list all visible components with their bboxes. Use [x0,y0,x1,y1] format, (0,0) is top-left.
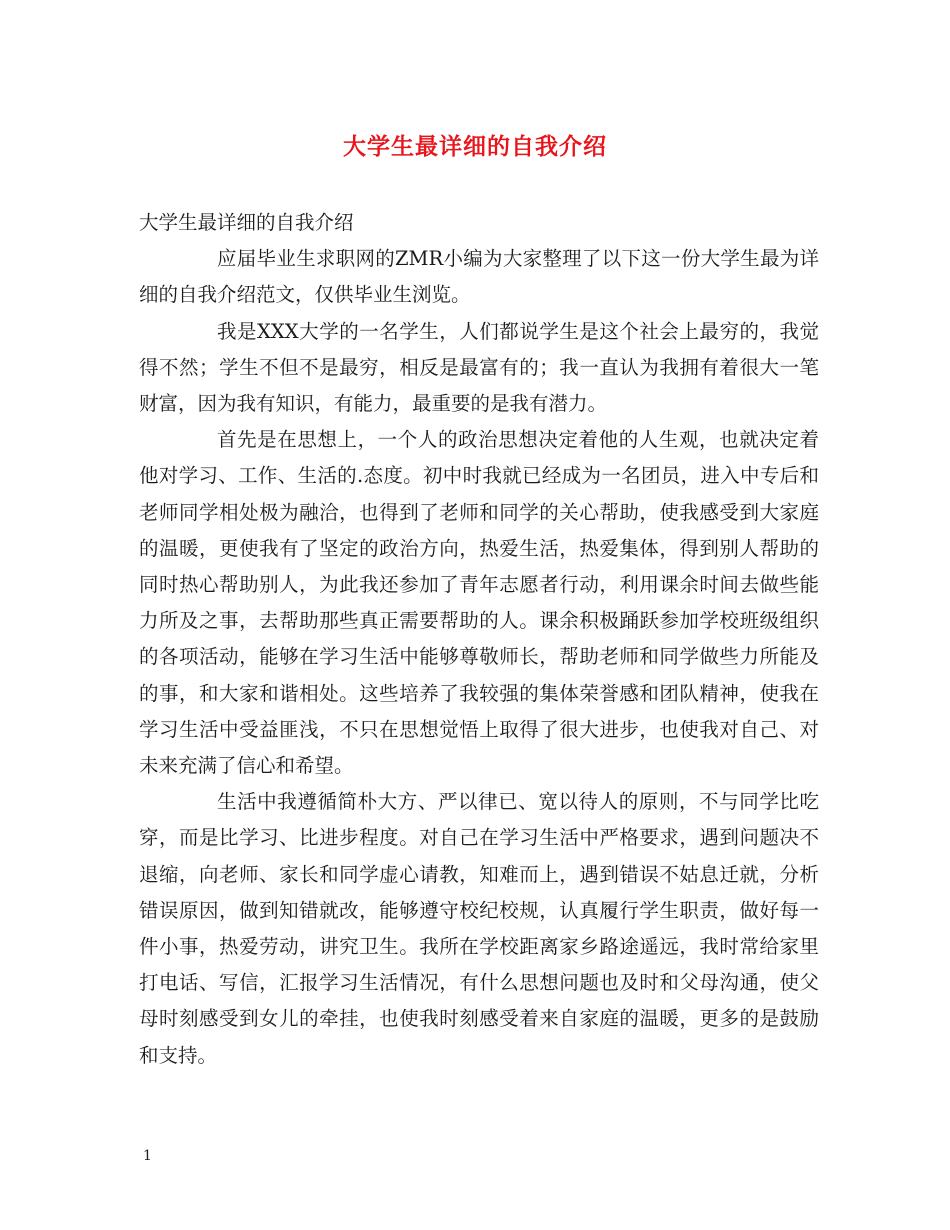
paragraph-life: 生活中我遵循简朴大方、严以律已、宽以待人的原则，不与同学比吃穿，而是比学习、比进步程度。对自己在学习生活中严格要求，遇到问题决不退缩，向老师、家长和同学虚心请教，知难而上，遇到错误不姑息迁就，分析错误原因，做到知错就改，能够遵守校纪校规，认真履行学生职责，做好每一件小事，热爱劳动，讲究卫生。我所在学校距离家乡路途遥远，我时常给家里打电话、写信，汇报学习生活情况，有什么思想问题也及时和父母沟通，使父母时刻感受到女儿的牵挂，也使我时刻感受着来自家庭的温暖，更多的是鼓励和支持。 [139,790,819,1067]
paragraph-intro: 应届毕业生求职网的ZMR小编为大家整理了以下这一份大学生最为详细的自我介绍范文，仅供毕业生浏览。 [139,247,819,307]
document-body [139,205,819,1074]
document-subtitle: 大学生最详细的自我介绍 [139,211,354,234]
page-number: 1 [143,1148,152,1164]
paragraph-ideology: 首先是在思想上，一个人的政治思想决定着他的人生观，也就决定着他对学习、工作、生活的.态度。初中时我就已经成为一名团员，进入中专后和老师同学相处极为融洽，也得到了老师和同学的关心帮助，使我感受到大家庭的温暖，更使我有了坚定的政治方向，热爱生活，热爱集体，得到别人帮助的同时热心帮助别人，为此我还参加了青年志愿者行动，利用课余时间去做些能力所及之事，去帮助那些真正需要帮助的人。课余积极踊跃参加学校班级组织的各项活动，能够在学习生活中能够尊敬师长，帮助老师和同学做些力所能及的事，和大家和谐相处。这些培养了我较强的集体荣誉感和团队精神，使我在学习生活中受益匪浅，不只在思想觉悟上取得了很大进步，也使我对自己、对未来充满了信心和希望。 [139,428,819,778]
paragraph-self-intro: 我是XXX大学的一名学生，人们都说学生是这个社会上最穷的，我觉得不然；学生不但不是最穷，相反是最富有的；我一直认为我拥有着很大一笔财富，因为我有知识，有能力，最重要的是我有潜力。 [139,319,819,416]
document-title: 大学生最详细的自我介绍 [343,133,607,160]
